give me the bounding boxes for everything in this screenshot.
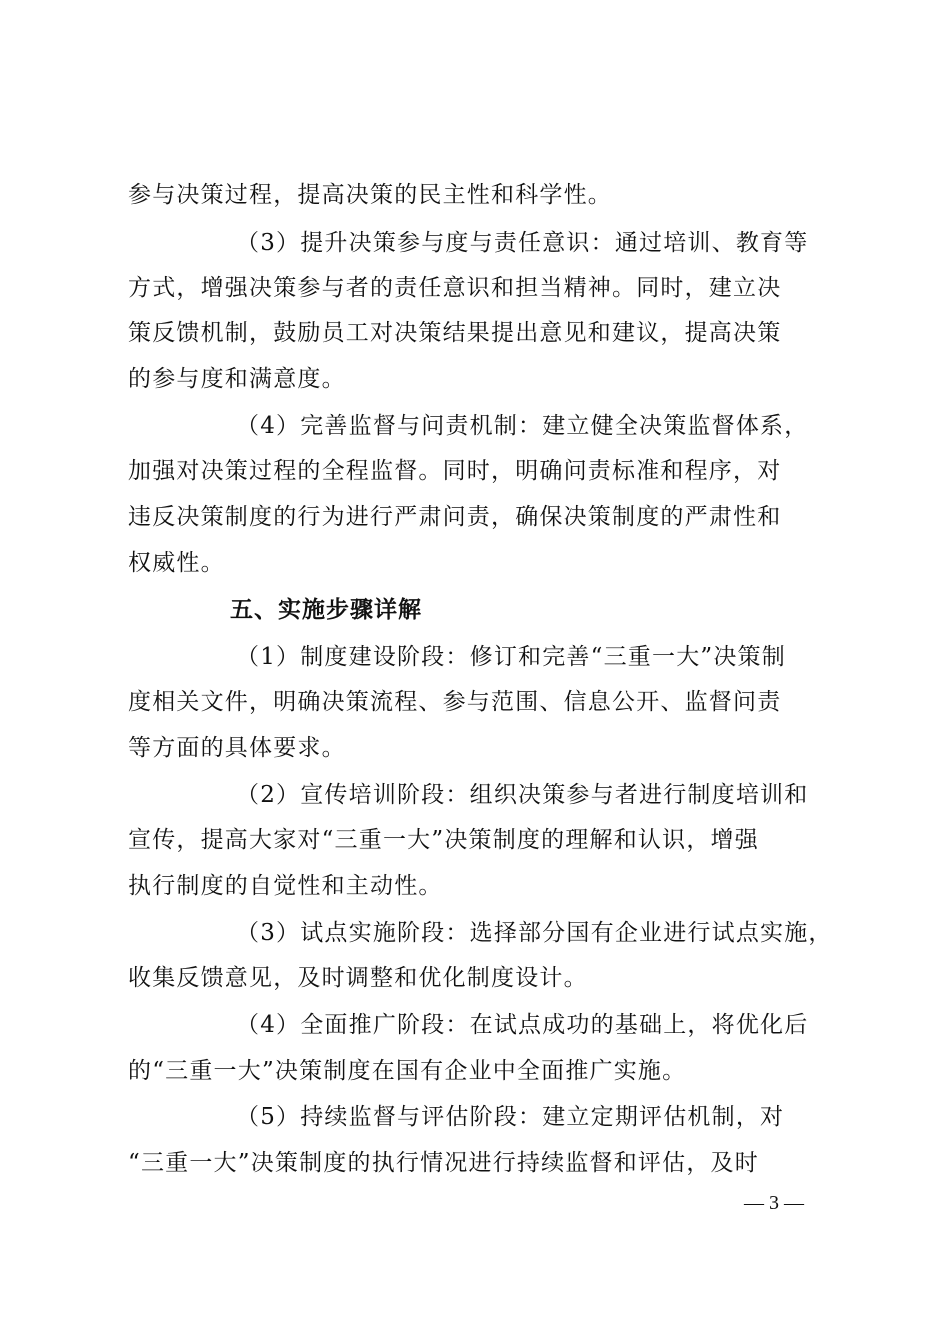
paragraph-line: 方式，增强决策参与者的责任意识和担当精神。同时，建立决 bbox=[128, 275, 782, 301]
paragraph-line: “三重一大”决策制度的执行情况进行持续监督和评估，及时 bbox=[128, 1150, 759, 1176]
paragraph-line: （1）制度建设阶段：修订和完善“三重一大”决策制 bbox=[236, 644, 786, 670]
paragraph-line: 加强对决策过程的全程监督。同时，明确问责标准和程序，对 bbox=[128, 458, 782, 484]
paragraph-line: 度相关文件，明确决策流程、参与范围、信息公开、监督问责 bbox=[128, 689, 782, 715]
paragraph-line: （3）试点实施阶段：选择部分国有企业进行试点实施， bbox=[236, 920, 833, 946]
paragraph-line: （4）全面推广阶段：在试点成功的基础上，将优化后 bbox=[236, 1012, 809, 1038]
paragraph-line: 收集反馈意见，及时调整和优化制度设计。 bbox=[128, 965, 588, 991]
paragraph-line: 的参与度和满意度。 bbox=[128, 366, 346, 392]
paragraph-line: 执行制度的自觉性和主动性。 bbox=[128, 873, 443, 899]
paragraph-line: 权威性。 bbox=[128, 550, 225, 576]
page-number: — 3 — bbox=[744, 1192, 804, 1214]
paragraph-line: 违反决策制度的行为进行严肃问责，确保决策制度的严肃性和 bbox=[128, 504, 782, 530]
paragraph-line: 参与决策过程，提高决策的民主性和科学性。 bbox=[128, 182, 612, 208]
section-heading: 五、实施步骤详解 bbox=[230, 597, 422, 623]
paragraph-line: 等方面的具体要求。 bbox=[128, 735, 346, 761]
paragraph-line: 宣传，提高大家对“三重一大”决策制度的理解和认识，增强 bbox=[128, 827, 759, 853]
paragraph-line: （3）提升决策参与度与责任意识：通过培训、教育等 bbox=[236, 230, 809, 256]
paragraph-line: 策反馈机制，鼓励员工对决策结果提出意见和建议，提高决策 bbox=[128, 320, 782, 346]
paragraph-line: （5）持续监督与评估阶段：建立定期评估机制，对 bbox=[236, 1104, 785, 1130]
paragraph-line: （4）完善监督与问责机制：建立健全决策监督体系， bbox=[236, 413, 809, 439]
paragraph-line: 的“三重一大”决策制度在国有企业中全面推广实施。 bbox=[128, 1058, 687, 1084]
paragraph-line: （2）宣传培训阶段：组织决策参与者进行制度培训和 bbox=[236, 782, 809, 808]
